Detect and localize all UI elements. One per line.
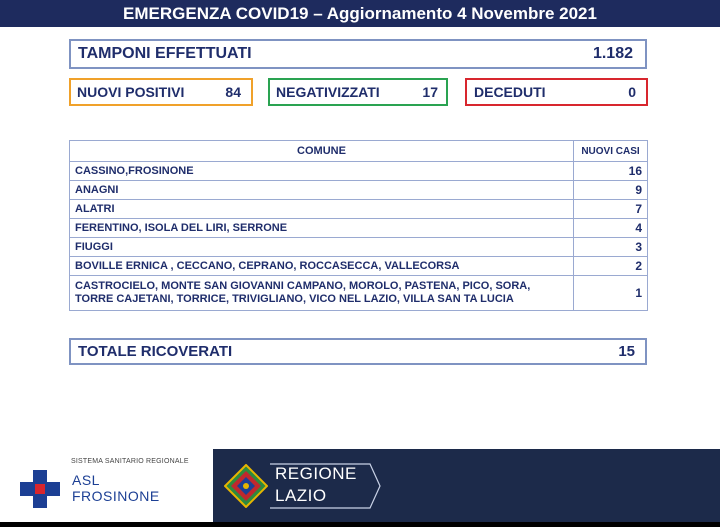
- table-header-row: [70, 141, 648, 162]
- nuovi-positivi-value: 84: [225, 84, 241, 100]
- page-title: EMERGENZA COVID19 – Aggiornamento 4 Novembre 2021: [123, 4, 597, 23]
- cell-comune: FERENTINO, ISOLA DEL LIRI, SERRONE: [70, 219, 574, 238]
- asl-caption: SISTEMA SANITARIO REGIONALE: [71, 458, 189, 465]
- cell-comune: [70, 276, 574, 311]
- health-cross-icon: [20, 470, 60, 508]
- table-row: [70, 257, 648, 276]
- cell-nuovi-casi: 3: [574, 238, 648, 257]
- cell-comune-line: TORRE CAJETANI, TORRICE, TRIVIGLIANO, VICO NEL LAZIO, VILLA SAN TA LUCIA: [75, 293, 514, 305]
- cell-comune: ALATRI: [70, 200, 574, 219]
- table-row: [70, 200, 648, 219]
- cell-comune-line: CASTROCIELO, MONTE SAN GIOVANNI CAMPANO, MOROLO, PASTENA, PICO, SORA,: [75, 280, 531, 292]
- table-row: [70, 162, 648, 181]
- tamponi-value: 1.182: [592, 45, 633, 62]
- comuni-table: [69, 140, 648, 311]
- tamponi-label: TAMPONI EFFETTUATI: [78, 45, 252, 62]
- cell-nuovi-casi: 1: [574, 276, 648, 311]
- cell-comune: CASSINO,FROSINONE: [70, 162, 574, 181]
- cell-comune: BOVILLE ERNICA , CECCANO, CEPRANO, ROCCASECCA, VALLECORSA: [70, 257, 574, 276]
- cell-nuovi-casi: 7: [574, 200, 648, 219]
- totale-ricoverati-label: TOTALE RICOVERATI: [78, 343, 233, 360]
- asl-name-line2: FROSINONE: [72, 488, 160, 504]
- totale-ricoverati-box: [69, 338, 647, 365]
- cell-comune: ANAGNI: [70, 181, 574, 200]
- negativizzati-box: [268, 78, 448, 106]
- negativizzati-label: NEGATIVIZZATI: [276, 84, 380, 100]
- asl-name-line1: ASL: [72, 472, 100, 488]
- regione-name-line2: LAZIO: [275, 486, 327, 505]
- table-row: [70, 276, 648, 311]
- bottom-bar: [0, 522, 720, 527]
- deceduti-label: DECEDUTI: [474, 84, 546, 100]
- deceduti-box: [465, 78, 648, 106]
- cell-nuovi-casi: 16: [574, 162, 648, 181]
- column-header-comune: COMUNE: [70, 141, 574, 162]
- cell-nuovi-casi: 9: [574, 181, 648, 200]
- cell-nuovi-casi: 2: [574, 257, 648, 276]
- regione-name-line1: REGIONE: [275, 464, 357, 483]
- table-row: [70, 219, 648, 238]
- negativizzati-value: 17: [422, 84, 438, 100]
- column-header-nuovi-casi: NUOVI CASI: [574, 141, 648, 162]
- cell-nuovi-casi: 4: [574, 219, 648, 238]
- deceduti-value: 0: [628, 84, 636, 100]
- nuovi-positivi-label: NUOVI POSITIVI: [77, 84, 185, 100]
- page-header: [0, 0, 720, 27]
- totale-ricoverati-value: 15: [618, 343, 635, 360]
- table-row: [70, 181, 648, 200]
- tamponi-box: [69, 39, 647, 69]
- regione-lazio-emblem-icon: [224, 464, 268, 508]
- nuovi-positivi-box: [69, 78, 253, 106]
- table-row: [70, 238, 648, 257]
- cell-comune: FIUGGI: [70, 238, 574, 257]
